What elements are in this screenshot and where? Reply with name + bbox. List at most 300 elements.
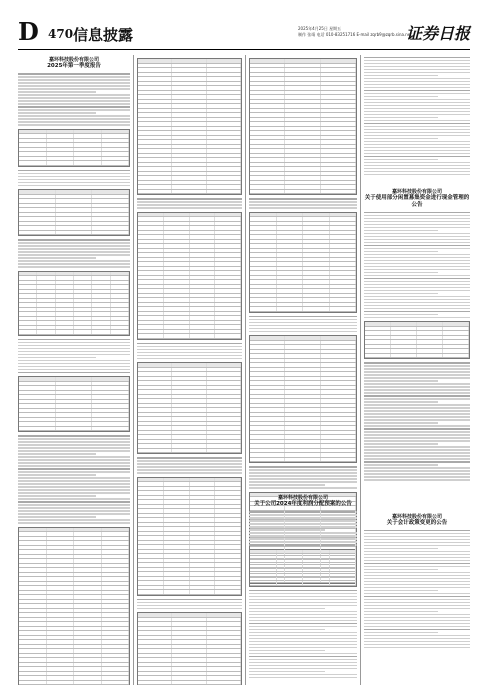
table-cell — [172, 440, 206, 444]
table-cell — [250, 404, 285, 408]
table-cell — [19, 627, 47, 631]
table-cell — [321, 140, 356, 144]
text-line — [249, 605, 357, 607]
table-cell — [74, 152, 102, 156]
text-line — [18, 522, 130, 524]
text-line — [18, 88, 130, 90]
text-line — [18, 363, 130, 365]
table-cell — [207, 386, 241, 390]
table-cell — [277, 572, 304, 576]
table-cell — [250, 449, 285, 453]
text-line — [18, 519, 130, 521]
text-line — [18, 103, 130, 105]
text-line — [364, 260, 470, 262]
table-cell — [164, 312, 190, 316]
table-cell — [190, 523, 216, 527]
table-cell — [102, 161, 130, 165]
table-cell — [102, 573, 130, 577]
table-cell — [138, 399, 172, 403]
table-cell — [19, 532, 47, 536]
table-cell — [207, 631, 241, 635]
table-cell — [19, 382, 56, 386]
table-cell — [164, 541, 190, 545]
table-cell — [207, 640, 241, 644]
table-cell — [285, 359, 320, 363]
table-cell — [172, 613, 206, 617]
table-cell — [138, 118, 172, 122]
table-cell — [303, 222, 330, 226]
text-line — [364, 174, 470, 176]
text-line — [137, 352, 242, 354]
table-cell — [321, 136, 356, 140]
table-cell — [56, 303, 74, 307]
table-cell — [138, 386, 172, 390]
table-cell — [443, 349, 469, 353]
text-line — [364, 398, 470, 400]
table-cell — [250, 167, 285, 171]
table-cell — [250, 381, 285, 385]
text-line — [249, 608, 325, 610]
table-cell — [19, 281, 37, 285]
table-cell — [172, 381, 206, 385]
text-line — [249, 481, 357, 483]
table-cell — [190, 276, 216, 280]
masthead-meta — [298, 26, 412, 38]
table-cell — [250, 399, 285, 403]
table-cell — [250, 542, 285, 546]
table-cell — [37, 312, 55, 316]
table-cell — [102, 577, 130, 581]
text-line — [364, 162, 470, 164]
text-line — [364, 218, 470, 220]
table-cell — [330, 231, 357, 235]
table-cell — [303, 213, 330, 217]
table-cell — [190, 514, 216, 518]
text-line — [18, 263, 130, 265]
table-cell — [37, 276, 55, 280]
table-cell — [285, 163, 320, 167]
table-cell — [47, 663, 75, 667]
table-cell — [92, 195, 129, 199]
text-line — [364, 566, 470, 568]
text-line — [18, 513, 130, 515]
text-line — [364, 605, 470, 607]
table-cell — [172, 185, 206, 189]
table-cell — [215, 249, 241, 253]
table-cell — [56, 386, 93, 390]
table-cell — [164, 303, 190, 307]
table-cell — [215, 271, 241, 275]
table-cell — [138, 325, 164, 329]
text-line — [364, 374, 470, 376]
text-line — [364, 647, 470, 649]
article-body — [137, 58, 242, 685]
text-line — [364, 293, 438, 295]
table-cell — [19, 568, 47, 572]
text-line — [364, 81, 470, 83]
text-line — [249, 623, 357, 625]
table-cell — [321, 154, 356, 158]
table-cell — [250, 231, 277, 235]
table-cell — [365, 322, 391, 326]
table-cell — [138, 440, 172, 444]
table-cell — [19, 148, 47, 152]
table-cell — [207, 645, 241, 649]
text-line — [249, 614, 357, 616]
table-cell — [164, 586, 190, 590]
table-cell — [164, 258, 190, 262]
table-cell — [47, 537, 75, 541]
table-cell — [285, 381, 320, 385]
table-cell — [164, 505, 190, 509]
article-title: 关于公司2024年度利润分配预案的公告 — [254, 501, 352, 507]
text-line — [364, 117, 438, 119]
table-cell — [172, 667, 206, 671]
table-cell — [102, 631, 130, 635]
table-cell — [56, 395, 93, 399]
table-cell — [285, 172, 320, 176]
text-line — [364, 617, 470, 619]
table-cell — [172, 386, 206, 390]
text-line — [137, 204, 242, 206]
text-line — [249, 671, 325, 673]
table-cell — [190, 244, 216, 248]
table-cell — [102, 613, 130, 617]
table-cell — [190, 500, 216, 504]
table-cell — [365, 349, 391, 353]
table-cell — [250, 235, 277, 239]
table-cell — [56, 382, 93, 386]
table-cell — [138, 545, 164, 549]
table-cell — [250, 572, 277, 576]
table-cell — [172, 149, 206, 153]
text-line — [18, 185, 130, 187]
text-line — [18, 483, 130, 485]
table-cell — [111, 272, 129, 276]
table-cell — [19, 152, 47, 156]
table-cell — [19, 564, 47, 568]
table-cell — [102, 555, 130, 559]
table-cell — [321, 386, 356, 390]
table-cell — [138, 672, 172, 676]
table-cell — [19, 658, 47, 662]
column-3 — [249, 55, 357, 685]
text-line — [364, 476, 470, 478]
table-cell — [250, 435, 285, 439]
table-cell — [285, 395, 320, 399]
table-cell — [74, 672, 102, 676]
table-cell — [285, 345, 320, 349]
table-cell — [321, 109, 356, 113]
text-line — [18, 447, 130, 449]
table-cell — [92, 330, 110, 334]
text-line — [364, 159, 438, 161]
table-cell — [330, 294, 357, 298]
table-cell — [138, 496, 164, 500]
table-cell — [138, 491, 164, 495]
table-cell — [321, 163, 356, 167]
table-cell — [138, 68, 172, 72]
table-cell — [215, 231, 241, 235]
text-line — [249, 662, 357, 664]
table-cell — [164, 240, 190, 244]
table-cell — [285, 181, 320, 185]
table-cell — [74, 326, 92, 330]
table-cell — [56, 222, 93, 226]
table-cell — [102, 568, 130, 572]
table-cell — [74, 564, 102, 568]
table-cell — [56, 195, 93, 199]
table-cell — [19, 645, 47, 649]
table-cell — [250, 529, 285, 533]
table-cell — [172, 636, 206, 640]
table-cell — [250, 294, 277, 298]
table-cell — [138, 505, 164, 509]
table-cell — [250, 350, 285, 354]
table-cell — [138, 487, 164, 491]
table-cell — [138, 554, 164, 558]
table-cell — [19, 577, 47, 581]
text-line — [18, 182, 130, 184]
table-cell — [207, 59, 241, 63]
table-cell — [303, 262, 330, 266]
table-cell — [443, 345, 469, 349]
table-cell — [365, 354, 391, 358]
table-cell — [330, 217, 357, 221]
table-cell — [102, 604, 130, 608]
table-cell — [47, 600, 75, 604]
table-cell — [47, 564, 75, 568]
table-cell — [19, 190, 56, 194]
table-cell — [92, 217, 129, 221]
table-cell — [250, 172, 285, 176]
table-cell — [285, 145, 320, 149]
table-cell — [277, 253, 304, 257]
table-cell — [47, 595, 75, 599]
table-cell — [250, 395, 285, 399]
table-cell — [138, 222, 164, 226]
table-cell — [207, 86, 241, 90]
table-cell — [172, 131, 206, 135]
table-cell — [47, 130, 75, 134]
text-line — [249, 469, 357, 471]
table-cell — [164, 518, 190, 522]
table-cell — [92, 326, 110, 330]
table-cell — [74, 663, 102, 667]
table-cell — [56, 285, 74, 289]
table-cell — [111, 299, 129, 303]
text-line — [364, 212, 470, 214]
table-cell — [443, 336, 469, 340]
table-cell — [250, 91, 285, 95]
article-title: 关于使用部分闲置募集资金进行现金管理的公告 — [364, 194, 470, 208]
table-cell — [138, 316, 164, 320]
text-line — [364, 84, 470, 86]
table-cell — [303, 577, 330, 581]
table-cell — [164, 478, 190, 482]
table-cell — [285, 113, 320, 117]
text-line — [364, 428, 470, 430]
table-cell — [19, 409, 56, 413]
data-table — [364, 321, 470, 359]
table-cell — [19, 418, 56, 422]
text-line — [18, 369, 130, 371]
text-line — [18, 176, 130, 178]
table-cell — [250, 417, 285, 421]
table-cell — [138, 82, 172, 86]
table-cell — [164, 563, 190, 567]
table-cell — [74, 321, 92, 325]
table-cell — [417, 345, 443, 349]
text-line — [364, 416, 470, 418]
table-cell — [47, 582, 75, 586]
table-cell — [303, 226, 330, 230]
table-cell — [74, 645, 102, 649]
table-cell — [56, 281, 74, 285]
text-line — [364, 114, 470, 116]
table-cell — [138, 449, 172, 453]
table-cell — [138, 280, 164, 284]
text-line — [249, 590, 357, 592]
table-cell — [190, 303, 216, 307]
table-cell — [74, 667, 102, 671]
table-cell — [250, 336, 285, 340]
table-cell — [164, 545, 190, 549]
table-cell — [74, 591, 102, 595]
table-cell — [172, 663, 206, 667]
text-line — [364, 371, 470, 373]
table-cell — [321, 404, 356, 408]
table-cell — [19, 604, 47, 608]
table-cell — [207, 681, 241, 685]
table-cell — [250, 568, 277, 572]
table-cell — [190, 572, 216, 576]
table-cell — [47, 667, 75, 671]
table-cell — [37, 308, 55, 312]
table-cell — [285, 422, 320, 426]
table-cell — [215, 330, 241, 334]
table-cell — [19, 321, 37, 325]
text-line — [364, 135, 470, 137]
table-cell — [330, 276, 357, 280]
table-cell — [74, 609, 102, 613]
table-cell — [250, 377, 285, 381]
table-cell — [277, 217, 304, 221]
table-cell — [19, 667, 47, 671]
table-cell — [138, 377, 172, 381]
text-line — [364, 120, 470, 122]
table-cell — [19, 377, 56, 381]
table-cell — [74, 532, 102, 536]
text-line — [249, 656, 357, 658]
table-cell — [19, 413, 56, 417]
table-cell — [138, 478, 164, 482]
table-cell — [277, 213, 304, 217]
table-cell — [138, 217, 164, 221]
table-cell — [417, 349, 443, 353]
text-line — [249, 626, 357, 628]
table-cell — [321, 91, 356, 95]
text-line — [18, 94, 130, 96]
table-cell — [391, 327, 417, 331]
text-line — [364, 147, 470, 149]
table-cell — [56, 294, 74, 298]
table-cell — [250, 426, 285, 430]
table-cell — [207, 118, 241, 122]
text-line — [18, 124, 130, 126]
text-line — [18, 109, 130, 111]
text-line — [137, 608, 242, 610]
table-cell — [285, 413, 320, 417]
table-cell — [47, 573, 75, 577]
text-line — [18, 471, 130, 473]
table-cell — [285, 77, 320, 81]
text-line — [364, 171, 470, 173]
text-line — [364, 632, 438, 634]
table-cell — [102, 600, 130, 604]
text-line — [364, 96, 438, 98]
table-cell — [172, 91, 206, 95]
table-cell — [285, 435, 320, 439]
text-line — [364, 57, 470, 59]
table-cell — [102, 663, 130, 667]
table-cell — [172, 676, 206, 680]
table-cell — [321, 149, 356, 153]
table-cell — [164, 509, 190, 513]
table-cell — [365, 327, 391, 331]
text-line — [137, 355, 242, 357]
table-cell — [250, 298, 277, 302]
table-cell — [19, 600, 47, 604]
table-cell — [215, 532, 241, 536]
table-cell — [277, 550, 304, 554]
table-cell — [138, 586, 164, 590]
table-cell — [47, 631, 75, 635]
text-line — [249, 599, 357, 601]
table-cell — [19, 303, 37, 307]
data-table — [137, 612, 242, 685]
table-cell — [47, 618, 75, 622]
table-cell — [303, 285, 330, 289]
table-cell — [417, 340, 443, 344]
text-line — [249, 632, 357, 634]
article-body — [249, 58, 357, 493]
table-cell — [207, 422, 241, 426]
table-cell — [74, 555, 102, 559]
table-cell — [321, 190, 356, 194]
text-line — [364, 99, 470, 101]
text-line — [18, 489, 130, 491]
table-cell — [250, 550, 277, 554]
table-cell — [138, 253, 164, 257]
table-cell — [207, 104, 241, 108]
table-cell — [56, 427, 93, 431]
table-cell — [19, 290, 37, 294]
table-cell — [172, 158, 206, 162]
table-cell — [321, 118, 356, 122]
table-cell — [47, 622, 75, 626]
table-cell — [74, 143, 102, 147]
table-cell — [250, 440, 285, 444]
table-cell — [138, 276, 164, 280]
table-cell — [190, 586, 216, 590]
table-cell — [138, 572, 164, 576]
table-cell — [92, 391, 129, 395]
text-line — [364, 407, 470, 409]
table-cell — [330, 577, 357, 581]
table-cell — [321, 176, 356, 180]
table-cell — [19, 622, 47, 626]
